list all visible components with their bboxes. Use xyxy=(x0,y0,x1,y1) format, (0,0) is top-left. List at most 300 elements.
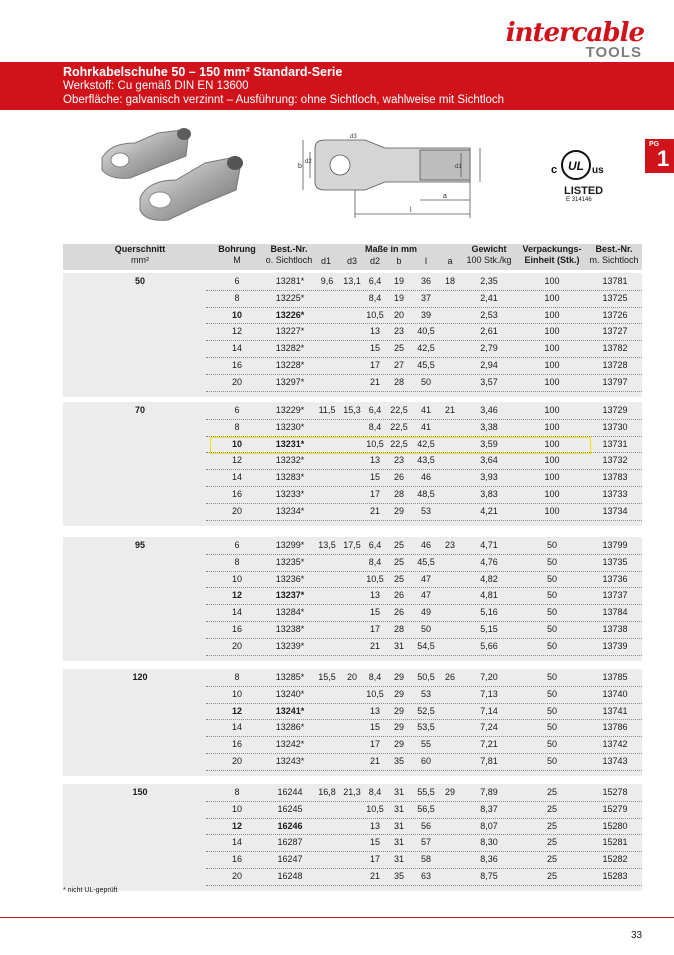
cell-ve: 100 xyxy=(544,309,560,320)
cell-d1: 16,8 xyxy=(318,787,336,797)
cell-b: 22,5 xyxy=(390,438,408,449)
cell-ve: 100 xyxy=(544,421,560,432)
cell-d3: 15,3 xyxy=(343,405,361,415)
cell-l: 53 xyxy=(420,505,431,516)
cell-nr2: 13727 xyxy=(602,326,628,337)
header-querschnitt-unit: mm² xyxy=(131,255,149,265)
header-gewicht-label: Gewicht xyxy=(471,244,507,254)
cell-d2: 8,4 xyxy=(368,556,382,567)
ul-us: us xyxy=(592,165,604,176)
cell-g: 3,93 xyxy=(480,472,498,483)
cell-ve: 100 xyxy=(544,489,560,499)
cell-g: 4,76 xyxy=(480,556,498,567)
cell-d2: 17 xyxy=(369,624,380,634)
cell-nr2: 13799 xyxy=(602,540,628,550)
cell-g: 2,35 xyxy=(480,276,498,286)
cell-b: 26 xyxy=(393,472,404,483)
cell-d2: 10,5 xyxy=(366,573,384,584)
cell-m: 8 xyxy=(234,556,240,567)
cell-m: 12 xyxy=(231,590,242,601)
cell-a: 29 xyxy=(444,787,455,797)
cell-m: 8 xyxy=(234,421,240,432)
cell-b: 25 xyxy=(393,343,404,354)
querschnitt-value: 120 xyxy=(132,672,148,682)
header-best-nr-sub: o. Sichtloch xyxy=(265,255,313,265)
cell-b: 31 xyxy=(393,803,404,814)
cell-l: 42,5 xyxy=(417,343,435,354)
cell-d2: 21 xyxy=(369,640,380,651)
cell-nr2: 13730 xyxy=(602,421,628,432)
header-dim-d2: d2 xyxy=(369,256,380,266)
cell-l: 46 xyxy=(420,472,431,483)
cell-g: 8,07 xyxy=(480,820,498,831)
dim-label-d2: d2 xyxy=(305,159,312,165)
page-title: Rohrkabelschuhe 50 – 150 mm² Standard-Serie xyxy=(63,65,343,79)
cell-l: 46 xyxy=(420,540,431,550)
cell-m: 6 xyxy=(234,405,240,415)
cell-d2: 21 xyxy=(369,505,380,516)
cell-l: 50 xyxy=(420,624,431,634)
cell-l: 60 xyxy=(420,756,431,766)
header-best-nr-2 xyxy=(586,244,642,266)
table-row xyxy=(206,520,642,521)
dim-label-l: l xyxy=(410,207,412,214)
table-row xyxy=(206,307,642,308)
cell-nr2: 13786 xyxy=(602,722,628,733)
cell-m: 8 xyxy=(234,672,240,682)
header-verpackung xyxy=(517,244,587,266)
cell-l: 56,5 xyxy=(417,803,435,814)
cell-ve: 100 xyxy=(544,438,560,449)
cell-b: 28 xyxy=(393,489,404,499)
cell-nr2: 15282 xyxy=(602,854,628,865)
dim-label-d1: d1 xyxy=(455,164,462,170)
table-row xyxy=(206,419,642,420)
cell-b: 31 xyxy=(393,854,404,865)
header-best-nr-2-label: Best.-Nr. xyxy=(595,244,633,254)
header-dim-l: l xyxy=(425,256,427,266)
cell-nr2: 15281 xyxy=(602,837,628,848)
cell-nr2: 15278 xyxy=(602,787,628,797)
cell-ve: 100 xyxy=(544,276,560,286)
cell-m: 14 xyxy=(231,837,242,848)
cell-d3: 21,3 xyxy=(343,787,361,797)
header-bohrung xyxy=(213,244,261,266)
cell-l: 50 xyxy=(420,376,431,387)
cell-g: 7,13 xyxy=(480,688,498,699)
table-row xyxy=(206,587,642,588)
cell-ve: 50 xyxy=(546,722,557,733)
cell-ve: 25 xyxy=(546,871,557,881)
material-line: Werkstoff: Cu gemäß DIN EN 13600 xyxy=(63,80,249,92)
cell-g: 7,89 xyxy=(480,787,498,797)
cell-l: 45,5 xyxy=(417,556,435,567)
table-row xyxy=(206,736,642,737)
cell-d2: 10,5 xyxy=(366,688,384,699)
header-best-nr xyxy=(261,244,317,266)
cell-nr2: 13735 xyxy=(602,556,628,567)
cell-m: 12 xyxy=(231,705,242,716)
ul-text: UL xyxy=(568,159,584,173)
cell-ve: 100 xyxy=(544,326,560,337)
cell-ve: 50 xyxy=(546,705,557,716)
cell-l: 53 xyxy=(420,688,431,699)
cell-d2: 17 xyxy=(369,489,380,499)
cell-nr: 13283* xyxy=(275,472,305,483)
cell-nr: 13285* xyxy=(275,672,305,682)
cell-g: 5,15 xyxy=(480,624,498,634)
cell-g: 8,36 xyxy=(480,854,498,865)
footnote: * nicht UL-geprüft xyxy=(63,887,118,894)
cell-nr: 13297* xyxy=(275,376,305,387)
table-row xyxy=(206,357,642,358)
cell-d2: 6,4 xyxy=(368,276,382,286)
cell-a: 18 xyxy=(444,276,455,286)
cell-nr2: 13739 xyxy=(602,640,628,651)
cell-d2: 15 xyxy=(369,722,380,733)
cell-b: 23 xyxy=(393,326,404,337)
cell-nr: 13281* xyxy=(275,276,305,286)
cell-nr2: 13742 xyxy=(602,739,628,750)
cell-nr2: 13726 xyxy=(602,309,628,320)
cell-b: 28 xyxy=(393,376,404,387)
cell-b: 25 xyxy=(393,573,404,584)
cell-g: 7,14 xyxy=(480,705,498,716)
cell-ve: 50 xyxy=(546,573,557,584)
cell-l: 36 xyxy=(420,276,431,286)
cell-d1: 13,5 xyxy=(318,540,336,550)
cell-b: 35 xyxy=(393,756,404,766)
ul-c: c xyxy=(551,164,558,176)
cell-g: 4,81 xyxy=(480,590,498,601)
cell-a: 23 xyxy=(444,540,455,550)
cell-b: 26 xyxy=(393,607,404,618)
cell-g: 8,30 xyxy=(480,837,498,848)
cell-ve: 100 xyxy=(544,505,560,516)
cell-ve: 100 xyxy=(544,472,560,483)
cell-b: 25 xyxy=(393,540,404,550)
cell-d2: 17 xyxy=(369,854,380,865)
cell-nr2: 13729 xyxy=(602,405,628,415)
cell-d2: 15 xyxy=(369,837,380,848)
table-row xyxy=(206,554,642,555)
cell-m: 20 xyxy=(231,756,242,766)
cell-g: 7,81 xyxy=(480,756,498,766)
cell-d2: 8,4 xyxy=(368,787,382,797)
table-row xyxy=(206,374,642,375)
cell-b: 29 xyxy=(393,722,404,733)
header-best-nr-2-sub: m. Sichtloch xyxy=(589,255,639,265)
cell-l: 49 xyxy=(420,607,431,618)
cell-nr: 13237* xyxy=(275,590,305,601)
cell-g: 7,21 xyxy=(480,739,498,750)
surface-line: Oberfläche: galvanisch verzinnt – Ausführung: ohne Sichtloch, wahlweise mit Sichtloch xyxy=(63,94,505,106)
cell-d3: 20 xyxy=(346,672,357,682)
cell-ve: 25 xyxy=(546,787,557,797)
cell-m: 10 xyxy=(231,309,242,320)
cell-d1: 9,6 xyxy=(320,276,334,286)
cell-b: 29 xyxy=(393,505,404,516)
cell-l: 39 xyxy=(420,309,431,320)
cell-g: 3,59 xyxy=(480,438,498,449)
page-number: 33 xyxy=(631,930,643,941)
querschnitt-value: 150 xyxy=(132,787,148,797)
cell-nr2: 13734 xyxy=(602,505,628,516)
cell-l: 47 xyxy=(420,590,431,601)
table-row xyxy=(206,868,642,869)
cable-lug-photo xyxy=(90,118,260,234)
header-querschnitt xyxy=(105,244,175,266)
cell-m: 20 xyxy=(231,505,242,516)
cell-nr: 13284* xyxy=(275,607,305,618)
cell-d2: 6,4 xyxy=(368,540,382,550)
cell-d2: 17 xyxy=(369,739,380,750)
cell-l: 56 xyxy=(420,820,431,831)
table-row xyxy=(206,818,642,819)
cell-nr2: 15279 xyxy=(602,803,628,814)
cell-ve: 100 xyxy=(544,376,560,387)
technical-drawing xyxy=(295,128,515,226)
cell-g: 7,24 xyxy=(480,722,498,733)
cell-d2: 21 xyxy=(369,376,380,387)
table-row xyxy=(206,340,642,341)
cell-nr: 16287 xyxy=(277,837,303,848)
cell-m: 20 xyxy=(231,640,242,651)
cell-l: 43,5 xyxy=(417,455,435,466)
header-bohrung-unit: M xyxy=(233,255,241,265)
cell-d2: 13 xyxy=(369,590,380,601)
cell-l: 48,5 xyxy=(417,489,435,499)
cell-nr: 13241* xyxy=(275,705,305,716)
cell-m: 14 xyxy=(231,607,242,618)
cell-nr: 13236* xyxy=(275,573,305,584)
cell-l: 57 xyxy=(420,837,431,848)
cell-g: 3,64 xyxy=(480,455,498,466)
header-bohrung-label: Bohrung xyxy=(218,244,256,254)
cell-m: 16 xyxy=(231,854,242,865)
cell-ve: 50 xyxy=(546,540,557,550)
ul-listed-mark xyxy=(540,145,610,205)
page-group-number: 1 xyxy=(657,146,670,171)
cell-g: 4,82 xyxy=(480,573,498,584)
cell-l: 41 xyxy=(420,421,431,432)
table-row xyxy=(206,503,642,504)
cell-l: 41 xyxy=(420,405,431,415)
table-row xyxy=(206,486,642,487)
table-row xyxy=(206,719,642,720)
cell-a: 21 xyxy=(444,405,455,415)
cell-b: 20 xyxy=(393,309,404,320)
cell-b: 31 xyxy=(393,640,404,651)
cell-d2: 13 xyxy=(369,820,380,831)
cell-m: 16 xyxy=(231,624,242,634)
cell-ve: 25 xyxy=(546,820,557,831)
cell-ve: 50 xyxy=(546,556,557,567)
ul-file-number: E 314146 xyxy=(566,197,592,203)
cell-l: 42,5 xyxy=(417,438,435,449)
header-masse: Maße in mm xyxy=(364,244,417,254)
cell-b: 31 xyxy=(393,837,404,848)
cell-nr: 13242* xyxy=(275,739,305,750)
cell-ve: 100 xyxy=(544,343,560,354)
brand-logo xyxy=(506,20,644,61)
dim-label-a: a xyxy=(443,193,447,200)
cell-g: 5,16 xyxy=(480,607,498,618)
cell-nr2: 15280 xyxy=(602,820,628,831)
table-row xyxy=(206,686,642,687)
header-dim-b: b xyxy=(396,256,402,266)
table-row xyxy=(206,770,642,771)
cell-m: 6 xyxy=(234,540,240,550)
cell-nr: 13225* xyxy=(275,292,305,303)
header-best-nr-label: Best.-Nr. xyxy=(270,244,308,254)
cell-d2: 21 xyxy=(369,871,380,881)
cell-m: 16 xyxy=(231,360,242,370)
header-querschnitt-label: Querschnitt xyxy=(114,244,166,254)
cell-g: 4,71 xyxy=(480,540,498,550)
cell-g: 7,20 xyxy=(480,672,498,682)
cell-nr: 13228* xyxy=(275,360,305,370)
cell-nr: 13227* xyxy=(275,326,305,337)
cell-m: 16 xyxy=(231,489,242,499)
table-row xyxy=(206,885,642,886)
cell-b: 22,5 xyxy=(390,405,408,415)
cell-l: 63 xyxy=(420,871,431,881)
cell-ve: 100 xyxy=(544,405,560,415)
cell-nr: 13230* xyxy=(275,421,305,432)
table-row xyxy=(206,753,642,754)
cell-l: 53,5 xyxy=(417,722,435,733)
page-group-tab xyxy=(645,139,674,173)
cell-nr: 13239* xyxy=(275,640,305,651)
cell-d2: 10,5 xyxy=(366,438,384,449)
cell-nr: 13240* xyxy=(275,688,305,699)
cell-d2: 17 xyxy=(369,360,380,370)
cell-m: 20 xyxy=(231,376,242,387)
cell-g: 3,57 xyxy=(480,376,498,387)
cell-nr2: 13785 xyxy=(602,672,628,682)
cell-nr2: 13743 xyxy=(602,756,628,766)
cell-d2: 15 xyxy=(369,472,380,483)
brand-logo-tools: TOOLS xyxy=(585,44,642,61)
cell-ve: 25 xyxy=(546,803,557,814)
cell-d2: 8,4 xyxy=(368,421,382,432)
cell-nr2: 13737 xyxy=(602,590,628,601)
cell-ve: 50 xyxy=(546,624,557,634)
cell-nr: 16245 xyxy=(277,803,303,814)
cell-nr: 16244 xyxy=(277,787,303,797)
cell-d2: 21 xyxy=(369,756,380,766)
cell-g: 8,75 xyxy=(480,871,498,881)
cell-g: 3,38 xyxy=(480,421,498,432)
cell-b: 29 xyxy=(393,672,404,682)
cell-g: 8,37 xyxy=(480,803,498,814)
cell-m: 14 xyxy=(231,722,242,733)
cell-g: 5,66 xyxy=(480,640,498,651)
cell-nr2: 13797 xyxy=(602,376,628,387)
table-row xyxy=(206,801,642,802)
cell-m: 12 xyxy=(231,820,242,831)
cell-ve: 100 xyxy=(544,360,560,370)
cell-d2: 6,4 xyxy=(368,405,382,415)
cell-l: 55,5 xyxy=(417,787,435,797)
cell-l: 55 xyxy=(420,739,431,750)
header-dim-d3: d3 xyxy=(346,256,357,266)
cell-ve: 50 xyxy=(546,640,557,651)
cell-nr: 13233* xyxy=(275,489,305,499)
cell-d2: 15 xyxy=(369,607,380,618)
highlight-box xyxy=(210,437,591,454)
cell-d2: 10,5 xyxy=(366,803,384,814)
cell-b: 29 xyxy=(393,705,404,716)
cell-b: 22,5 xyxy=(390,421,408,432)
cell-d1: 15,5 xyxy=(318,672,336,682)
cell-b: 19 xyxy=(393,276,404,286)
cell-b: 27 xyxy=(393,360,404,370)
cell-ve: 50 xyxy=(546,756,557,766)
cell-g: 2,53 xyxy=(480,309,498,320)
cell-ve: 25 xyxy=(546,837,557,848)
bottom-rule xyxy=(0,917,674,918)
header-gewicht-unit: 100 Stk./kg xyxy=(466,255,512,265)
cell-nr: 13282* xyxy=(275,343,305,354)
cell-a: 26 xyxy=(444,672,455,682)
cell-m: 16 xyxy=(231,739,242,750)
table-row xyxy=(206,655,642,656)
cell-b: 31 xyxy=(393,787,404,797)
title-banner xyxy=(0,62,674,110)
cell-b: 23 xyxy=(393,455,404,466)
cell-g: 3,83 xyxy=(480,489,498,499)
lug-back-shape xyxy=(102,128,191,178)
cell-ve: 50 xyxy=(546,688,557,699)
cell-b: 29 xyxy=(393,688,404,699)
cell-nr: 13235* xyxy=(275,556,305,567)
cell-d2: 13 xyxy=(369,455,380,466)
cell-g: 2,41 xyxy=(480,292,498,303)
dim-label-d3: d3 xyxy=(350,134,357,140)
table-row xyxy=(206,571,642,572)
cell-nr: 16246 xyxy=(277,820,303,831)
header-verpackung-label: Verpackungs- xyxy=(522,244,582,254)
cell-m: 8 xyxy=(234,787,240,797)
cell-d3: 13,1 xyxy=(343,276,361,286)
cell-b: 19 xyxy=(393,292,404,303)
cell-nr: 13286* xyxy=(275,722,305,733)
cell-m: 20 xyxy=(231,871,242,881)
cell-g: 2,94 xyxy=(480,360,498,370)
cell-g: 2,79 xyxy=(480,343,498,354)
querschnitt-value: 50 xyxy=(134,276,145,286)
cell-nr2: 13740 xyxy=(602,688,628,699)
cell-m: 10 xyxy=(231,803,242,814)
cell-l: 58 xyxy=(420,854,431,865)
header-dim-a: a xyxy=(447,256,453,266)
table-row xyxy=(206,703,642,704)
cell-ve: 100 xyxy=(544,292,560,303)
header-gewicht xyxy=(462,244,516,266)
table-row xyxy=(206,638,642,639)
cell-ve: 25 xyxy=(546,854,557,865)
cell-g: 4,21 xyxy=(480,505,498,516)
cell-nr2: 13732 xyxy=(602,455,628,466)
cell-nr: 13226* xyxy=(275,309,305,320)
header-dim-d1: d1 xyxy=(320,256,331,266)
cell-nr2: 13784 xyxy=(602,607,628,618)
cell-m: 14 xyxy=(231,343,242,354)
brand-logo-script: intercable xyxy=(505,18,644,48)
cell-m: 10 xyxy=(231,438,242,449)
